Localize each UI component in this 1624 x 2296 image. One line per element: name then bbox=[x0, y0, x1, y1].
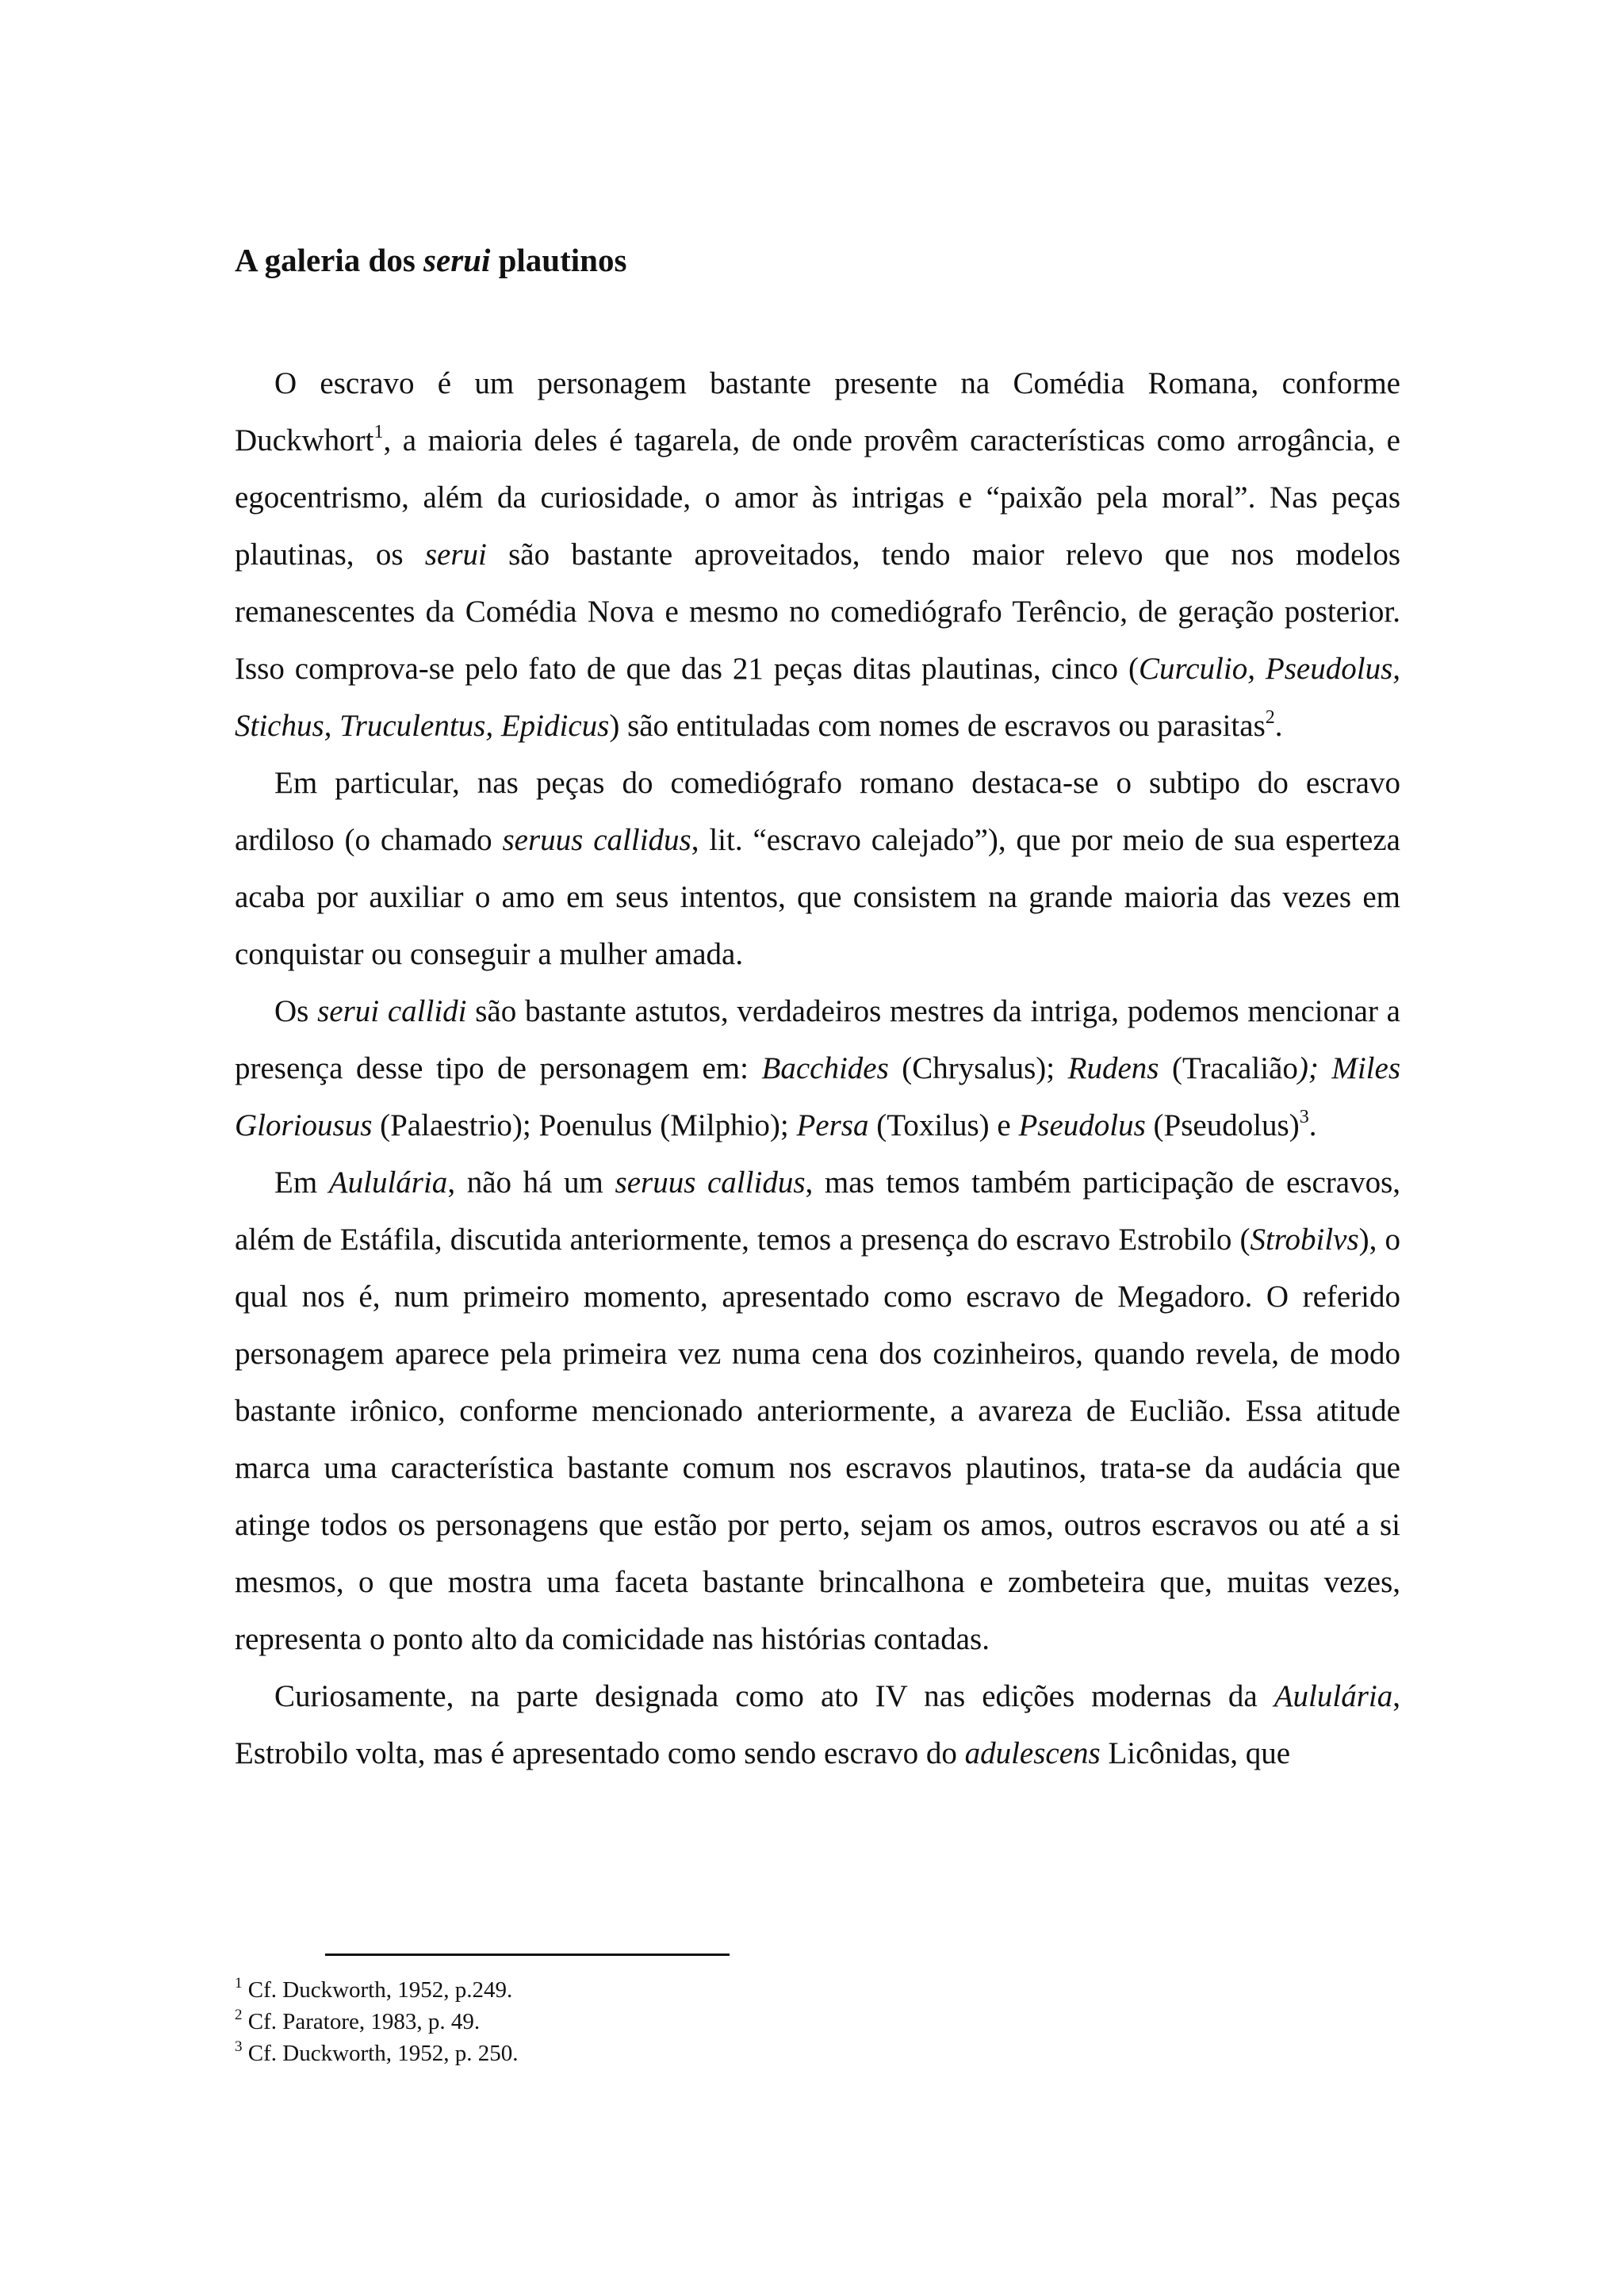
italic-term: Rudens bbox=[1067, 1051, 1159, 1085]
text-run: Licônidas, que bbox=[1100, 1736, 1291, 1770]
italic-term: serui bbox=[424, 538, 487, 572]
text-run: (Toxilus) e bbox=[868, 1108, 1019, 1142]
footnote-text: Cf. Duckworth, 1952, p.249. bbox=[242, 1977, 513, 2003]
heading-text: A galeria dos bbox=[235, 242, 424, 278]
footnote-reference: 1 bbox=[373, 422, 384, 442]
text-run: (Palaestrio); Poenulus (Milphio); bbox=[372, 1108, 797, 1142]
text-run: ) são entituladas com nomes de escravos ou parasitas bbox=[609, 709, 1266, 743]
text-run: . bbox=[1308, 1108, 1317, 1142]
text-run: Em bbox=[274, 1165, 329, 1200]
footnote-separator bbox=[325, 1954, 730, 1956]
italic-term: Aululária bbox=[328, 1165, 448, 1200]
footnote bbox=[235, 1974, 1400, 2006]
italic-term: serui callidi bbox=[317, 994, 467, 1028]
footnote-text: Cf. Duckworth, 1952, p. 250. bbox=[242, 2041, 519, 2066]
text-run: , não há um bbox=[447, 1165, 615, 1200]
text-run: Em particular, nas peças do comediógrafo romano destaca-se o subtipo do escravo ardiloso (o chamado bbox=[235, 766, 1400, 857]
footnote bbox=[235, 2006, 1400, 2038]
italic-term: seruus callidus bbox=[615, 1165, 806, 1200]
footnote-reference: 3 bbox=[1299, 1107, 1309, 1127]
text-run: ), o qual nos é, num primeiro momento, apresentado como escravo de Megadoro. O referido personagem aparece pela primeira vez numa cena dos cozinheiros, quando revela, de modo bastante irônico, conforme mencionado anteriormente, a avareza de Euclião. Essa atitude marca uma característica bastante comum nos escravos plautinos, trata-se da audácia que atinge todos os personagens que estão por perto, sejam os amos, outros escravos ou até a si mesmos, o que mostra uma faceta bastante brincalhona e zombeteira que, muitas vezes, representa o ponto alto da comicidade nas histórias contadas. bbox=[235, 1223, 1400, 1656]
text-run: são bastante aproveitados, tendo maior relevo que nos modelos remanescentes da Comédia Nova e mesmo no comediógrafo Terêncio, de geração posterior. Isso comprova-se pelo fato de que das 21 peças ditas plautinas, cinco ( bbox=[235, 538, 1400, 686]
text-run: . bbox=[1274, 709, 1283, 743]
italic-term: Strobilvs bbox=[1250, 1223, 1359, 1257]
text-run: Curiosamente, na parte designada como ato IV nas edições modernas da bbox=[274, 1679, 1274, 1713]
italic-term: adulescens bbox=[964, 1736, 1101, 1770]
footnotes bbox=[235, 1974, 1400, 2069]
paragraph bbox=[235, 1668, 1400, 1782]
footnote-number: 2 bbox=[235, 2007, 243, 2023]
heading-text-end: plautinos bbox=[490, 242, 627, 278]
footnote-number: 1 bbox=[235, 1975, 243, 1992]
footnote-number: 3 bbox=[235, 2038, 243, 2055]
italic-term: ); Miles Gloriousus bbox=[235, 1051, 1400, 1142]
paragraph bbox=[235, 755, 1400, 983]
italic-term: Persa bbox=[796, 1108, 869, 1142]
italic-term: seruus callidus bbox=[502, 823, 691, 857]
text-run: , mas temos também participação de escravos, além de Estáfila, discutida anteriormente, temos a presença do escravo Estrobilo ( bbox=[235, 1165, 1400, 1257]
text-run: (Chrysalus); bbox=[888, 1051, 1068, 1085]
text-run: , a maioria deles é tagarela, de onde provêm características como arrogância, e egocentrismo, além da curiosidade, o amor às intrigas e “paixão pela moral”. Nas peças plautinas, os bbox=[235, 423, 1400, 572]
text-run: (Pseudolus) bbox=[1145, 1108, 1300, 1142]
text-run: são bastante astutos, verdadeiros mestres da intriga, podemos mencionar a presença desse tipo de personagem em: bbox=[235, 994, 1400, 1085]
text-run: , Estrobilo volta, mas é apresentado como sendo escravo do bbox=[235, 1679, 1400, 1770]
body-text bbox=[235, 355, 1400, 1782]
paragraph bbox=[235, 983, 1400, 1154]
paragraph bbox=[235, 1154, 1400, 1668]
italic-term: Curculio, Pseudolus, Stichus, Truculentus, Epidicus bbox=[235, 652, 1400, 743]
italic-term: Bacchides bbox=[761, 1051, 889, 1085]
text-run: Os bbox=[274, 994, 318, 1028]
paragraph bbox=[235, 355, 1400, 755]
text-run: O escravo é um personagem bastante presente na Comédia Romana, conforme Duckwhort bbox=[235, 366, 1400, 457]
italic-term: Aululária bbox=[1274, 1679, 1393, 1713]
footnote bbox=[235, 2038, 1400, 2069]
italic-term: Pseudolus bbox=[1018, 1108, 1146, 1142]
footnote-text: Cf. Paratore, 1983, p. 49. bbox=[242, 2009, 481, 2034]
footnote-reference: 2 bbox=[1265, 707, 1275, 728]
text-run: , lit. “escravo calejado”), que por meio de sua esperteza acaba por auxiliar o amo em seus intentos, que consistem na grande maioria das vezes em conquistar ou conseguir a mulher amada. bbox=[235, 823, 1400, 971]
section-heading bbox=[235, 239, 626, 281]
heading-italic-term: serui bbox=[423, 242, 491, 278]
text-run: (Tracalião bbox=[1159, 1051, 1298, 1085]
